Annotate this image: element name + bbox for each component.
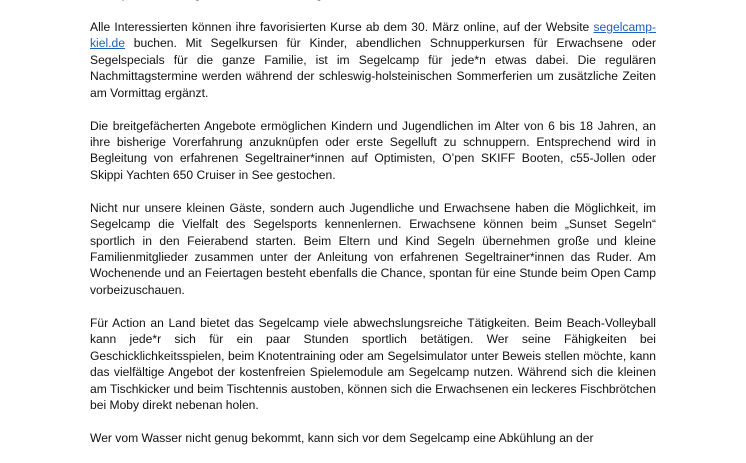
paragraph-cooldown-fragment: Wer vom Wasser nicht genug bekommt, kann sich vor dem Segelcamp eine Abkühlung an der xyxy=(90,430,594,445)
intro-fragment xyxy=(90,0,656,2)
paragraph-booking-text-end: buchen. Mit Segelkursen für Kinder, abendlichen Schnupperkursen für Erwachsene oder Segelspecials für die ganze Familie, ist im Segelcamp für jede*n etwas dabei. Die regulären Nachmittagstermine werden während der schleswig-holsteinischen Sommerferien um zusätzliche Zeiten am Vormittag ergänzt. xyxy=(90,36,656,100)
paragraph-booking xyxy=(90,19,656,101)
website-link[interactable]: segelcamp-kiel.de xyxy=(90,20,656,51)
paragraph-booking-text-start: Alle Interessierten können ihre favorisierten Kurse ab dem 30. März online, auf der Website xyxy=(90,20,594,34)
paragraph-youth-offers: Die breitgefächerten Angebote ermöglichen Kindern und Jugendlichen im Alter von 6 bis 18 Jahren, an ihre bisherige Vorerfahrung anzuknüpfen oder erste Segelluft zu schnuppern. Entsprechend wird in Begleitung von erfahrenen Segeltrainer*innen auf Optimisten, O’pen SKIFF Booten, c55-Jollen oder Skippi Yachten 650 Cruiser in See gestochen. xyxy=(90,118,656,182)
paragraph-adult-offers: Nicht nur unsere kleinen Gäste, sondern auch Jugendliche und Erwachsene haben die Möglichkeit, im Segelcamp die Vielfalt des Segelsports kennenlernen. Erwachsene können beim „Sunset Segeln“ sportlich in den Feierabend starten. Beim Eltern und Kind Segeln übernehmen große und kleine Familienmitglieder zusammen unter der Anleitung von erfahrenen Segeltrainer*innen das Ruder. Am Wochenende und an Feiertagen besteht ebenfalls die Chance, spontan für eine Stunde beim Open Camp vorbeizuschauen. xyxy=(90,200,656,297)
paragraph-land-activities: Für Action an Land bietet das Segelcamp viele abwechslungsreiche Tätigkeiten. Beim Beach-Volleyball kann jede*r sich für ein paar Stunden sportlich betätigen. Wer seine Fähigkeiten bei Geschicklichkeitsspielen, beim Knotentraining oder am Segelsimulator unter Beweis stellen möchte, kann das vielfältige Angebot der kostenfreien Spielemodule am Segelcamp nutzen. Während sich die kleinen am Tischkicker und beim Tischtennis austoben, können sich die Erwachsenen ein leckeres Fischbrötchen bei Moby direkt nebenan holen. xyxy=(90,315,656,412)
